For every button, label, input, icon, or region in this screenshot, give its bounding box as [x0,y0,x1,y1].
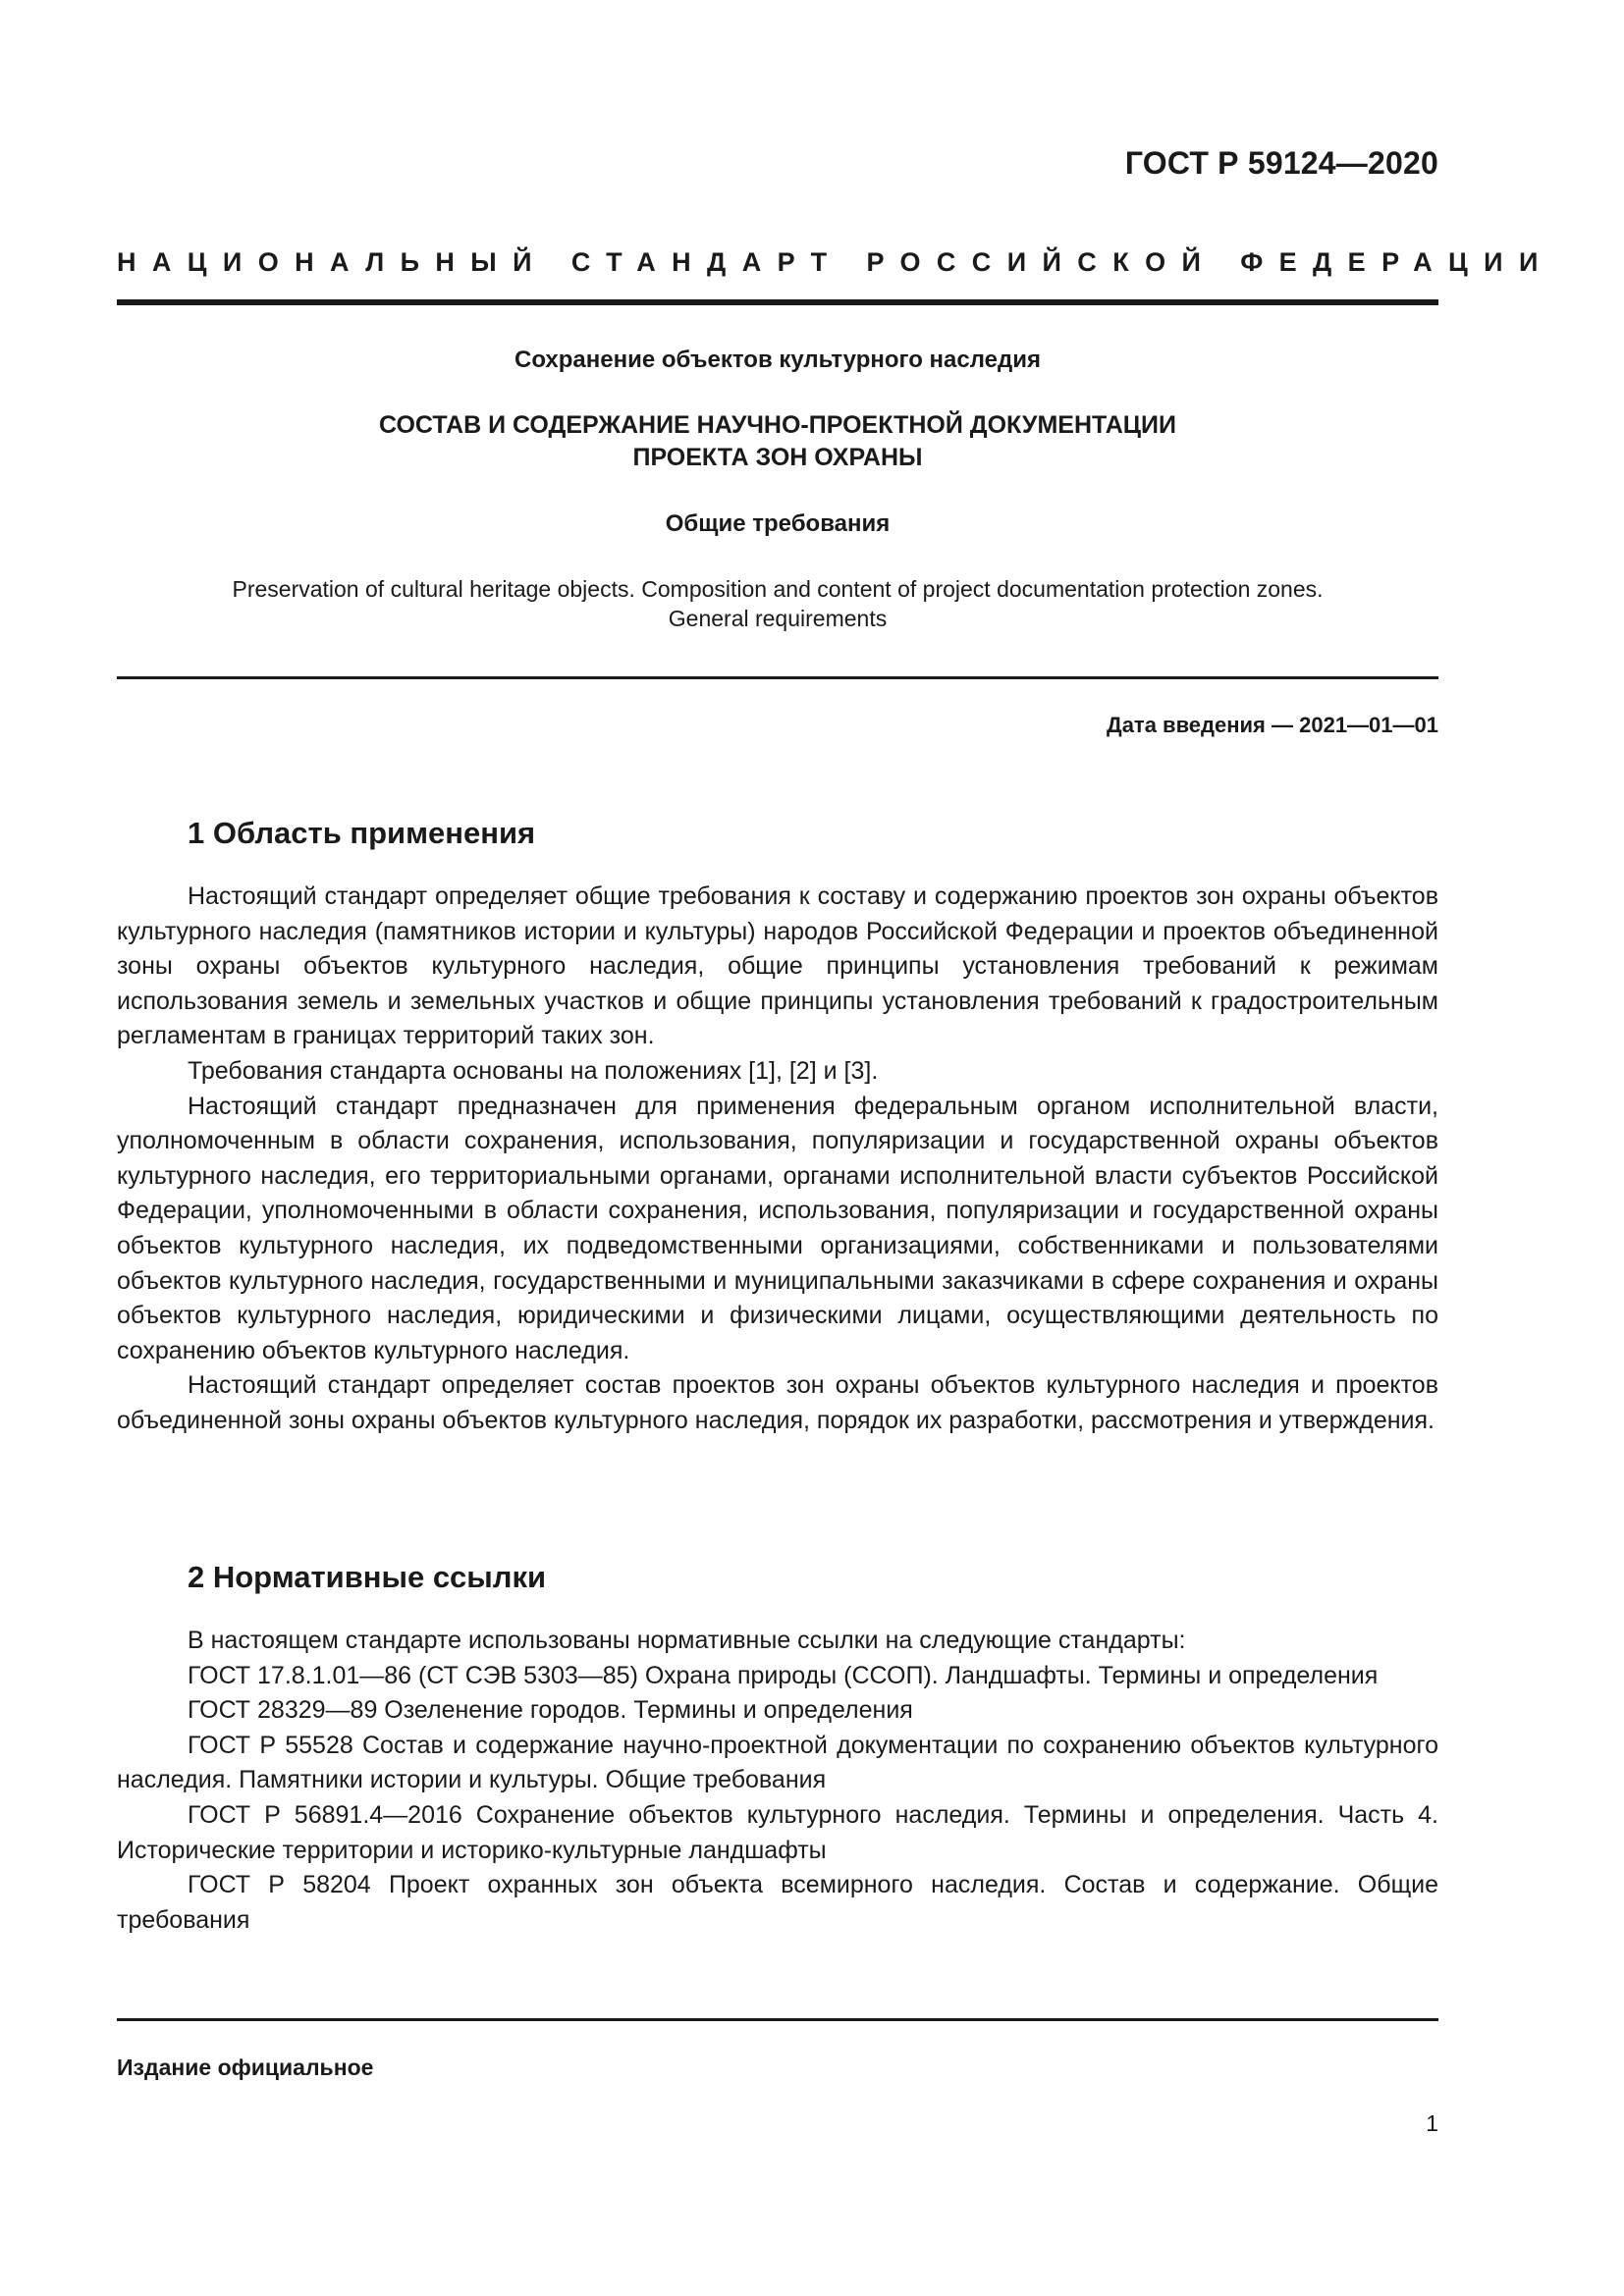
title-separator-rule [117,676,1438,679]
document-number: ГОСТ Р 59124—2020 [1124,145,1438,181]
reference-item: ГОСТ 17.8.1.01—86 (СТ СЭВ 5303—85) Охрана природы (ССОП). Ландшафты. Термины и определения [188,1661,1379,1689]
main-title [117,409,1438,474]
series-title: Сохранение объектов культурного наследия [514,347,1041,373]
english-title-line-1: Preservation of cultural heritage objects. Composition and content of project documentation protection zones. [232,576,1324,602]
document-page [117,0,1554,2296]
section-heading-normative-references: 2 Нормативные ссылки [188,1560,547,1594]
paragraph: Настоящий стандарт определяет состав проектов зон охраны объектов культурного наследия и проектов объединенной зоны охраны объектов культурного наследия, порядок их разработки, рассмотрения и утверждения. [117,1371,1438,1434]
sub-title: Общие требования [665,510,891,537]
footer-rule [117,2018,1438,2021]
header-rule [117,299,1438,305]
paragraph: Настоящий стандарт определяет общие требования к составу и содержанию проектов зон охраны объектов культурного наследия (памятников истории и культуры) народов Российской Федерации и проектов объединенной зоны охраны объектов культурного наследия, общие принципы установления требований к режимам использования земель и земельных участков и общие принципы установления требований к градостроительным регламентам в границах территорий таких зон. [117,882,1438,1050]
paragraph: В настоящем стандарте использованы нормативные ссылки на следующие стандарты: [188,1627,1186,1654]
main-title-line-1: СОСТАВ И СОДЕРЖАНИЕ НАУЧНО-ПРОЕКТНОЙ ДОКУМЕНТАЦИИ [379,411,1176,439]
reference-item: ГОСТ Р 55528 Состав и содержание научно-проектной документации по сохранению объектов культурного наследия. Памятники истории и культуры. Общие требования [117,1731,1438,1794]
introduction-date: Дата введения — 2021—01—01 [1107,713,1438,737]
paragraph: Требования стандарта основаны на положениях [1], [2] и [3]. [188,1056,879,1085]
section-body-normative-references [117,1624,1438,1938]
section-body-scope [117,880,1438,1439]
english-title [117,574,1438,633]
paragraph: Настоящий стандарт предназначен для применения федеральным органом исполнительной власти, уполномоченным в области сохранения, использования, популяризации и государственной охраны объектов культурного наследия, его территориальными органами, органами исполнительной власти субъектов Российской Федерации, уполномоченными в области сохранения, использования, популяризации и государственной охраны объектов культурного наследия, их подведомственными организациями, собственниками и пользователями объектов культурного наследия, государственными и муниципальными заказчиками в сфере сохранения и охраны объектов культурного наследия, юридическими и физическими лицами, осуществляющими деятельность по сохранению объектов культурного наследия. [117,1092,1438,1364]
reference-item: ГОСТ 28329—89 Озеленение городов. Термины и определения [188,1696,913,1725]
reference-item: ГОСТ Р 58204 Проект охранных зон объекта всемирного наследия. Состав и содержание. Общие требования [117,1871,1438,1934]
edition-note: Издание официальное [117,2055,374,2080]
main-title-line-2: ПРОЕКТА ЗОН ОХРАНЫ [632,444,923,471]
english-title-line-2: General requirements [668,606,888,631]
reference-item: ГОСТ Р 56891.4—2016 Сохранение объектов культурного наследия. Термины и определения. Часть 4. Исторические территории и историко-культурные ландшафты [117,1800,1438,1864]
standard-header: НАЦИОНАЛЬНЫЙ СТАНДАРТ РОССИЙСКОЙ ФЕДЕРАЦИИ [117,247,1554,277]
page-number: 1 [1426,2110,1438,2136]
section-heading-scope: 1 Область применения [188,816,536,850]
